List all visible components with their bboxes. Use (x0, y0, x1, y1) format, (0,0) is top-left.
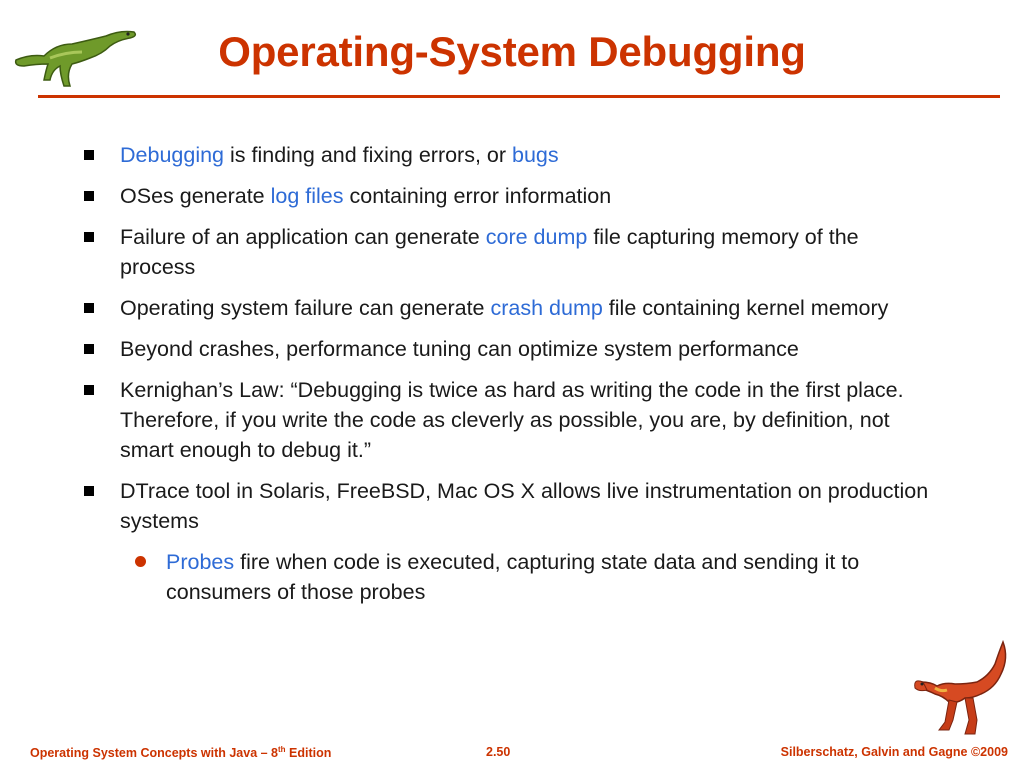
highlighted-term: Probes (166, 550, 235, 574)
bullet-text: fire when code is executed, capturing state data and sending it to consumers of those probes (166, 550, 860, 604)
slide-content (80, 140, 930, 618)
bullet-item (80, 181, 930, 211)
bullet-text: DTrace tool in Solaris, FreeBSD, Mac OS X allows live instrumentation on production systems (120, 479, 929, 533)
bullet-text: Operating system failure can generate (120, 296, 491, 320)
slide-title: Operating-System Debugging (218, 28, 806, 75)
square-bullet-icon (84, 191, 94, 201)
square-bullet-icon (84, 232, 94, 242)
square-bullet-icon (84, 385, 94, 395)
bullet-list (80, 140, 930, 607)
bullet-item (80, 293, 930, 323)
bullet-text: containing error information (343, 184, 612, 208)
footer-authors: Silberschatz, Galvin and Gagne ©2009 (780, 745, 1008, 759)
bullet-text: is finding and fixing errors, or (224, 143, 513, 167)
title-divider (38, 95, 1000, 98)
bullet-text: Beyond crashes, performance tuning can optimize system performance (120, 337, 799, 361)
square-bullet-icon (84, 303, 94, 313)
sub-bullet-item (80, 547, 930, 607)
bullet-item (80, 375, 930, 465)
bullet-text: file capturing memory of the process (120, 225, 859, 279)
bullet-item (80, 222, 930, 282)
highlighted-term: log files (270, 184, 344, 208)
square-bullet-icon (84, 150, 94, 160)
bullet-item (80, 476, 930, 536)
bullet-item (80, 140, 930, 170)
highlighted-term: crash dump (490, 296, 603, 320)
square-bullet-icon (84, 486, 94, 496)
square-bullet-icon (84, 344, 94, 354)
dinosaur-bottom-icon (905, 638, 1015, 748)
bullet-text: Kernighan’s Law: “Debugging is twice as hard as writing the code in the first place. Therefore, if you write the code as cleverly as possible, you are, by definition, not smart enough to debug it.” (120, 378, 904, 462)
footer-book-title: Operating System Concepts with Java – 8th Edition (30, 745, 332, 761)
bullet-text: Failure of an application can generate (120, 225, 486, 249)
highlighted-term: Debugging (120, 143, 225, 167)
round-bullet-icon (135, 556, 146, 567)
bullet-item (80, 334, 930, 364)
highlighted-term: core dump (485, 225, 588, 249)
footer-page-number: 2.50 (486, 745, 511, 759)
bullet-text: OSes generate (120, 184, 271, 208)
highlighted-term: bugs (512, 143, 559, 167)
bullet-text: file containing kernel memory (602, 296, 889, 320)
